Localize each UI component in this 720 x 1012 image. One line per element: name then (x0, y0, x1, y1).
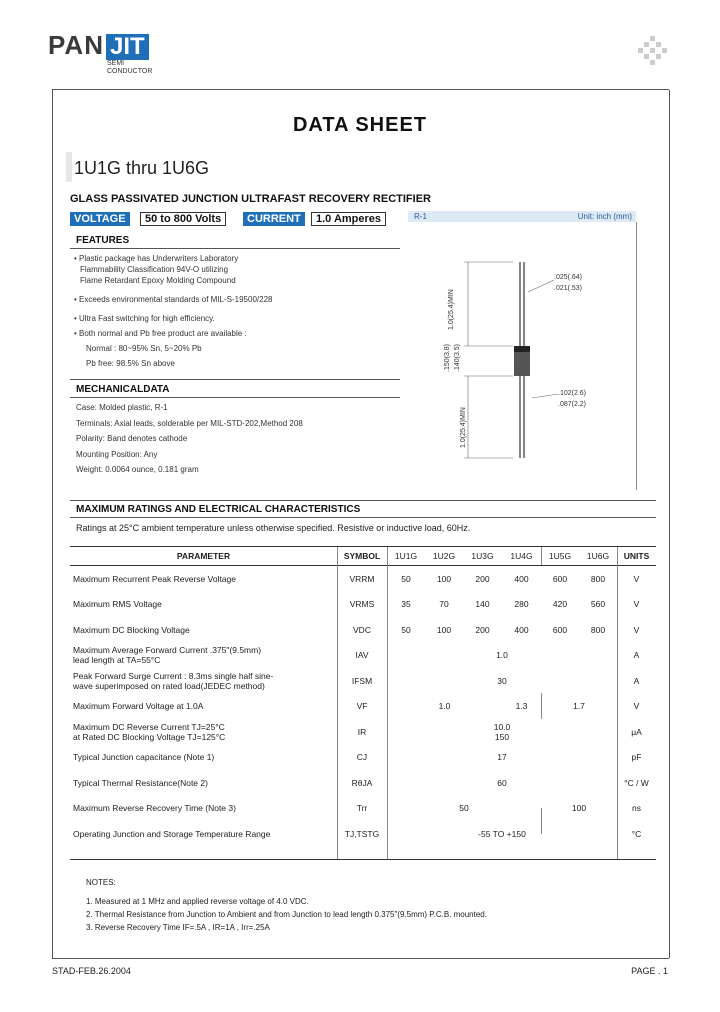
voltage-value: 50 to 800 Volts (140, 212, 226, 226)
ratings-divider (70, 517, 656, 518)
th-1u6g: 1U6G (579, 547, 617, 566)
row-param: Maximum RMS Voltage (73, 599, 162, 610)
table-row (70, 719, 656, 745)
row-param: Operating Junction and Storage Temperature Range (73, 828, 271, 839)
logo-jit-text: JIT (106, 34, 149, 60)
table-row (70, 694, 656, 720)
row-symbol: VF (356, 701, 368, 712)
mech-top-divider (70, 379, 400, 380)
table-row (70, 796, 656, 822)
part-marker (66, 152, 72, 182)
cell-value: 35 (401, 599, 411, 610)
current-value: 1.0 Amperes (311, 212, 386, 226)
dim-body-dia-min: .087(2.2) (558, 401, 587, 408)
corner-dots-decoration (630, 36, 670, 72)
cell-value: 60 (497, 777, 507, 788)
row-param-line: Maximum DC Reverse Current TJ=25°C (73, 721, 225, 732)
cell-value: 400 (514, 573, 529, 584)
diode-outline-svg (408, 222, 636, 490)
row-param (70, 719, 337, 745)
feature-line: • Both normal and Pb free product are available : (74, 329, 247, 338)
th-1u4g: 1U4G (502, 547, 541, 566)
row-param: Typical Junction capacitance (Note 1) (73, 752, 215, 763)
cell-value: 800 (590, 573, 606, 584)
note-1: 1. Measured at 1 MHz and applied reverse voltage of 4.0 VDC. (86, 897, 309, 906)
dim-lead-dia-min: .021(.53) (554, 285, 583, 292)
row-symbol: VRMS (349, 599, 375, 610)
row-symbol: VDC (353, 624, 371, 635)
table-row (70, 668, 656, 694)
row-unit: A (633, 650, 640, 661)
cell-value: 280 (514, 599, 529, 610)
th-units: UNITS (617, 547, 656, 566)
row-unit: V (633, 599, 640, 610)
mech-divider (70, 397, 400, 398)
table-col-divider (541, 693, 542, 719)
cell-value: 560 (590, 599, 606, 610)
cell-value: 140 (475, 599, 490, 610)
logo-sub-semi: SEMI (107, 60, 125, 67)
note-3: 3. Reverse Recovery Time IF=.5A , IR=1A , Irr=.25A (86, 923, 270, 932)
cell-value: 100 (571, 803, 587, 814)
row-unit: V (633, 624, 640, 635)
features-divider (70, 248, 400, 249)
cell-value (387, 719, 617, 745)
table-col-divider (541, 808, 542, 834)
mech-line: Terminals: Axial leads, solderable per MIL-STD-202,Method 208 (76, 419, 303, 428)
page-title: DATA SHEET (292, 114, 428, 136)
row-unit: ns (632, 803, 641, 814)
row-symbol: IR (357, 726, 367, 737)
ratings-table (70, 547, 656, 847)
dim-lead-length-bottom: 1.0(25.4)MIN (460, 407, 467, 448)
ratings-top-divider (70, 500, 656, 501)
table-row (70, 745, 656, 771)
voltage-label: VOLTAGE (70, 212, 130, 226)
features-heading: FEATURES (76, 235, 130, 246)
th-1u1g: 1U1G (387, 547, 425, 566)
cell-value: 1.0 (496, 650, 508, 661)
table-col-divider (387, 547, 388, 859)
table-col-divider (337, 547, 338, 859)
features-list (74, 253, 404, 369)
footer-page: PAGE . 1 (631, 966, 668, 976)
cell-value: 100 (436, 573, 452, 584)
package-name: R-1 (414, 212, 427, 221)
cell-value: -55 TO +150 (478, 828, 526, 839)
row-symbol: IFSM (351, 675, 373, 686)
logo-sub-conductor: CONDUCTOR (107, 68, 153, 75)
feature-line: Flammability Classification 94V-O utilizing (80, 265, 229, 274)
row-unit: pF (631, 752, 642, 763)
dim-body-length-max: .150(3.8) (444, 343, 451, 372)
row-param: Maximum Recurrent Peak Reverse Voltage (73, 573, 236, 584)
cell-value: 17 (497, 752, 507, 763)
mech-line: Case: Molded plastic, R-1 (76, 403, 168, 412)
cell-value-line: 10.0 (493, 721, 511, 732)
row-unit: A (633, 675, 640, 686)
row-unit: °C / W (624, 777, 649, 788)
th-1u2g: 1U2G (425, 547, 463, 566)
table-row (70, 617, 656, 643)
row-unit: μA (631, 726, 642, 737)
notes-heading: NOTES: (86, 878, 116, 887)
mech-line: Polarity: Band denotes cathode (76, 434, 188, 443)
ratings-note: Ratings at 25°C ambient temperature unless otherwise specified. Resistive or inductive load, 60Hz. (76, 523, 471, 533)
dim-lead-dia-max: .025(.64) (554, 274, 583, 281)
mech-line: Mounting Position: Any (76, 450, 158, 459)
logo-pan-text: PAN (48, 30, 104, 60)
table-row (70, 821, 656, 847)
part-number: 1U1G thru 1U6G (74, 158, 210, 178)
dim-body-length-min: .140(3.5) (454, 343, 461, 372)
table-col-divider (541, 547, 542, 565)
cell-value: 50 (401, 624, 411, 635)
row-symbol: CJ (356, 752, 368, 763)
row-param (70, 643, 337, 669)
row-symbol: RθJA (351, 777, 373, 788)
dim-lead-length-top: 1.0(25.4)MIN (448, 289, 455, 330)
row-param: Maximum DC Blocking Voltage (73, 624, 190, 635)
row-param-line: Maximum Average Forward Current .375"(9.5mm) (73, 645, 262, 656)
dim-body-dia-max: .102(2.6) (558, 390, 587, 397)
th-1u5g: 1U5G (541, 547, 579, 566)
table-row (70, 643, 656, 669)
row-param-line: lead length at TA=55°C (73, 655, 161, 666)
ratings-heading: MAXIMUM RATINGS AND ELECTRICAL CHARACTERISTICS (76, 504, 361, 515)
mech-line: Weight: 0.0064 ounce, 0.181 gram (76, 465, 199, 474)
table-row (70, 566, 656, 592)
feature-line: • Exceeds environmental standards of MIL-S-19500/228 (74, 295, 273, 304)
cell-value: 50 (401, 573, 411, 584)
cell-value-line: 150 (494, 731, 510, 742)
row-param-line: at Rated DC Blocking Voltage TJ=125°C (73, 731, 226, 742)
note-2: 2. Thermal Resistance from Junction to Ambient and from Junction to lead length 0.375"(9.5mm) P.C.B. mounted. (86, 910, 487, 919)
feature-line: Pb free: 98.5% Sn above (86, 359, 175, 368)
cell-value: 200 (475, 573, 490, 584)
row-unit: V (633, 573, 640, 584)
panjit-logo (48, 30, 149, 61)
feature-line: • Plastic package has Underwriters Laboratory (74, 254, 239, 263)
product-subtitle: GLASS PASSIVATED JUNCTION ULTRAFAST RECOVERY RECTIFIER (70, 193, 431, 205)
table-row (70, 770, 656, 796)
row-unit: °C (631, 828, 642, 839)
th-symbol: SYMBOL (337, 547, 387, 566)
feature-line: Flame Retardant Epoxy Molding Compound (80, 276, 236, 285)
row-param: Maximum Forward Voltage at 1.0A (73, 701, 204, 712)
package-unit: Unit: inch (mm) (577, 212, 632, 221)
cell-value: 420 (552, 599, 568, 610)
table-col-divider (617, 547, 618, 859)
row-symbol: IAV (355, 650, 369, 661)
cell-value: 400 (514, 624, 529, 635)
row-symbol: VRRM (349, 573, 375, 584)
package-diagram (408, 222, 637, 490)
cell-value: 800 (590, 624, 606, 635)
cell-value: 30 (497, 675, 507, 686)
th-1u3g: 1U3G (463, 547, 502, 566)
cell-value: 1.3 (515, 701, 528, 712)
feature-line: • Ultra Fast switching for high efficiency. (74, 314, 215, 323)
row-param-line: Peak Forward Surge Current : 8.3ms single half sine- (73, 670, 274, 681)
footer-line (52, 958, 669, 959)
current-label: CURRENT (243, 212, 305, 226)
mech-heading: MECHANICALDATA (76, 384, 170, 395)
table-bottom-border (70, 859, 656, 860)
package-bar (408, 211, 636, 222)
cell-value: 50 (459, 803, 469, 814)
row-param: Maximum Reverse Recovery Time (Note 3) (73, 803, 236, 814)
cell-value: 200 (475, 624, 490, 635)
row-param (70, 668, 337, 694)
logo-subtext (107, 60, 152, 76)
row-param: Typical Thermal Resistance(Note 2) (73, 777, 208, 788)
th-parameter: PARAMETER (70, 547, 337, 566)
row-param-line: wave superimposed on rated load(JEDEC method) (73, 680, 265, 691)
table-row (70, 592, 656, 618)
row-unit: V (633, 701, 640, 712)
table-header-row (70, 547, 656, 566)
cell-value: 600 (552, 624, 568, 635)
cell-value: 100 (436, 624, 452, 635)
row-symbol: Trr (356, 803, 368, 814)
cell-value: 70 (439, 599, 449, 610)
cell-value: 1.0 (438, 701, 451, 712)
footer-date: STAD-FEB.26.2004 (52, 966, 131, 976)
feature-line: Normal : 80~95% Sn, 5~20% Pb (86, 344, 202, 353)
cell-value: 600 (552, 573, 568, 584)
row-symbol: TJ,TSTG (344, 828, 380, 839)
cell-value: 1.7 (573, 701, 585, 712)
